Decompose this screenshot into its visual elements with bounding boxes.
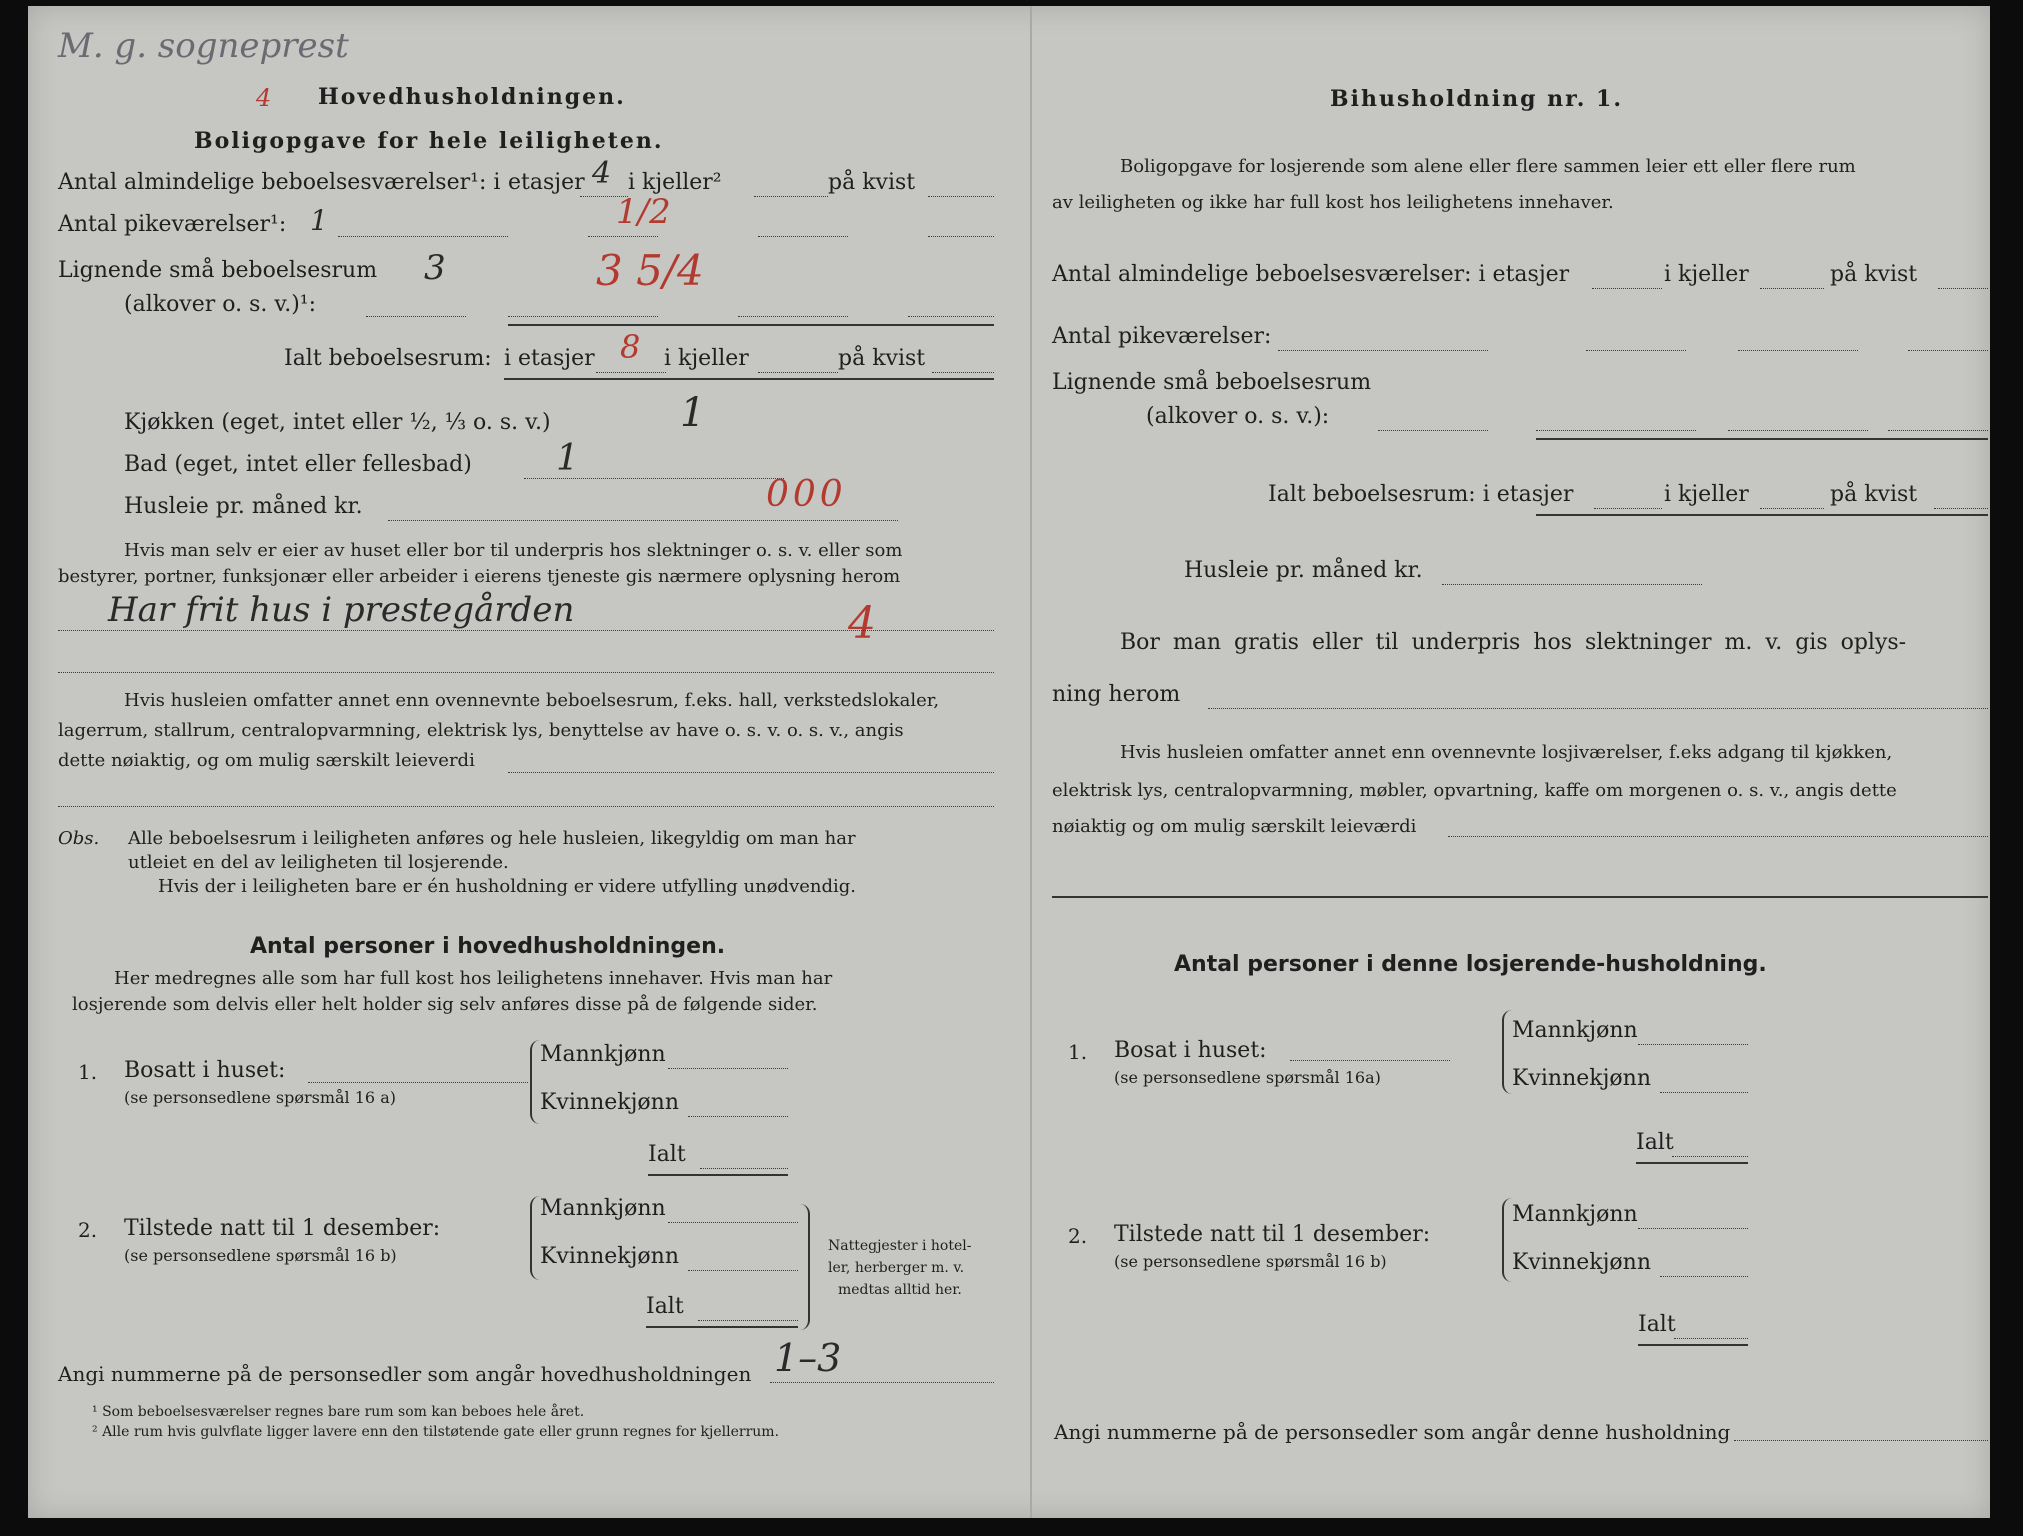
alcoves-label: (alkover o. s. v.)¹:: [124, 292, 317, 317]
includes-line-2[interactable]: [58, 806, 994, 807]
right-q1-total-label: Ialt: [1636, 1130, 1674, 1155]
fold-line: [1030, 6, 1032, 1518]
rent-value: 000: [766, 474, 847, 515]
right-rent-label: Husleie pr. måned kr.: [1184, 558, 1423, 583]
q1-number: 1.: [78, 1060, 98, 1084]
obs-label: Obs.: [58, 828, 100, 849]
total-rule: [504, 378, 994, 380]
right-total-kvist-line[interactable]: [1934, 508, 1988, 509]
page-subtitle: Boligopgave for hele leiligheten.: [194, 128, 664, 154]
obs-text-3: Hvis der i leiligheten bare er én husholdning er videre utfylling unødvendig.: [158, 876, 857, 897]
right-alcoves-label: (alkover o. s. v.):: [1146, 404, 1330, 429]
right-total-rooms-label: Ialt beboelsesrum: i etasjer: [1268, 482, 1574, 507]
right-maid-rooms-etasjer-line[interactable]: [1586, 350, 1686, 351]
total-rooms-label: Ialt beboelsesrum:: [284, 346, 492, 371]
right-small-rooms-label: Lignende små beboelsesrum: [1052, 370, 1372, 395]
right-q2-subtext: (se personsedlene spørsmål 16 b): [1114, 1252, 1387, 1271]
right-q1-female-line[interactable]: [1660, 1092, 1748, 1093]
right-q1-female-label: Kvinnekjønn: [1512, 1066, 1651, 1091]
right-maid-rooms-label: Antal pikeværelser:: [1052, 324, 1272, 349]
sheet-numbers-line[interactable]: [770, 1382, 994, 1383]
right-maid-rooms-kjeller-line[interactable]: [1738, 350, 1858, 351]
rooms-kvist-label: på kvist: [828, 170, 916, 195]
right-title: Bihusholdning nr. 1.: [1330, 86, 1623, 112]
right-maid-rooms-kvist-line[interactable]: [1908, 350, 1988, 351]
right-q2-female-label: Kvinnekjønn: [1512, 1250, 1651, 1275]
right-q1-total-rule: [1636, 1162, 1748, 1164]
right-rooms-kvist-label: på kvist: [1830, 262, 1918, 287]
right-free-text-2: ning herom: [1052, 682, 1181, 707]
small-rooms-value: 3: [424, 248, 446, 288]
q1-total-label: Ialt: [648, 1142, 686, 1167]
right-includes-text-1: Hvis husleien omfatter annet enn ovennevnte losjiværelser, f.eks adgang til kjøkken,: [1120, 742, 1893, 763]
right-q1-number: 1.: [1068, 1040, 1088, 1064]
q1-total-rule: [648, 1174, 788, 1176]
rent-line[interactable]: [388, 520, 898, 521]
right-q1-male-label: Mannkjønn: [1512, 1018, 1638, 1043]
q2-label: Tilstede natt til 1 desember:: [124, 1216, 441, 1241]
right-rent-line[interactable]: [1442, 584, 1702, 585]
q1-female-label: Kvinnekjønn: [540, 1090, 679, 1115]
right-q2-number: 2.: [1068, 1224, 1088, 1248]
total-kvist-label: på kvist: [838, 346, 926, 371]
maid-rooms-kvist-line[interactable]: [928, 236, 994, 237]
q1-label: Bosatt i huset:: [124, 1058, 286, 1083]
right-rooms-kjeller-line[interactable]: [1760, 288, 1824, 289]
right-rooms-etasjer-line[interactable]: [1592, 288, 1662, 289]
rooms-kvist-line[interactable]: [928, 196, 994, 197]
total-kjeller-label: i kjeller: [664, 346, 749, 371]
includes-text-2: lagerrum, stallrum, centralopvarmning, elektrisk lys, benyttelse av have o. s. v. o. s. v., angis: [58, 720, 904, 741]
q2-total-line[interactable]: [698, 1320, 798, 1321]
right-total-rule: [1536, 514, 1988, 516]
page-title: Hovedhusholdningen.: [318, 84, 626, 110]
q1-total-line[interactable]: [700, 1168, 788, 1169]
right-free-line[interactable]: [1208, 708, 1988, 709]
right-q2-total-line[interactable]: [1674, 1338, 1748, 1339]
q2-note-2: ler, herberger m. v.: [828, 1260, 965, 1276]
right-q2-label: Tilstede natt til 1 desember:: [1114, 1222, 1431, 1247]
right-intro-2: av leiligheten og ikke har full kost hos leilighetens innehaver.: [1052, 192, 1614, 213]
footnote-2: ² Alle rum hvis gulvflate ligger lavere enn den tilstøtende gate eller grunn regnes for kjellerrum.: [92, 1424, 780, 1440]
right-q2-male-label: Mannkjønn: [1512, 1202, 1638, 1227]
right-small-rooms-kjeller-line[interactable]: [1728, 430, 1868, 431]
right-q1-male-line[interactable]: [1638, 1044, 1748, 1045]
right-total-kvist-label: på kvist: [1830, 482, 1918, 507]
owner-line-1[interactable]: [58, 630, 994, 631]
persons-text-1: Her medregnes alle som har full kost hos leilighetens innehaver. Hvis man har: [114, 968, 833, 989]
q2-male-line[interactable]: [668, 1222, 798, 1223]
right-alcoves-dots: [1378, 430, 1488, 431]
owner-line-2[interactable]: [58, 672, 994, 673]
right-small-rooms-kvist-line[interactable]: [1888, 430, 1988, 431]
right-sheet-numbers-line[interactable]: [1734, 1440, 1988, 1441]
owner-handwritten-number: 4: [848, 598, 876, 649]
owner-handwritten-answer: Har frit hus i prestegården: [108, 590, 575, 630]
q2-subtext: (se personsedlene spørsmål 16 b): [124, 1246, 397, 1265]
right-includes-text-2: elektrisk lys, centralopvarmning, møbler, opvartning, kaffe om morgenen o. s. v., angis dette: [1052, 780, 1897, 801]
q2-total-label: Ialt: [646, 1294, 684, 1319]
corner-handwritten-number: 4: [256, 84, 272, 112]
total-etasjer-line[interactable]: [596, 372, 666, 373]
q1-male-line[interactable]: [668, 1068, 788, 1069]
total-kvist-line[interactable]: [932, 372, 994, 373]
right-persons-title: Antal personer i denne losjerende-husholdning.: [1174, 952, 1767, 977]
rooms-etasjer-value: 4: [592, 156, 612, 191]
right-rooms-sum-rule: [1536, 438, 1988, 440]
q2-male-label: Mannkjønn: [540, 1196, 666, 1221]
alcoves-dots: [366, 316, 466, 317]
right-q2-female-line[interactable]: [1660, 1276, 1748, 1277]
maid-rooms-dots: [338, 236, 508, 237]
right-intro-1: Boligopgave for losjerende som alene eller flere sammen leier ett eller flere rum: [1120, 156, 1856, 177]
q2-number: 2.: [78, 1218, 98, 1242]
bath-line[interactable]: [524, 478, 784, 479]
right-q2-total-label: Ialt: [1638, 1312, 1676, 1337]
obs-text-1: Alle beboelsesrum i leiligheten anføres og hele husleien, likegyldig om man har: [128, 828, 856, 849]
q2-note-1: Nattegjester i hotel-: [828, 1238, 972, 1254]
right-q1-label: Bosat i huset:: [1114, 1038, 1267, 1063]
obs-text-2: utleiet en del av leiligheten til losjerende.: [128, 852, 509, 873]
right-includes-line-1[interactable]: [1448, 836, 1988, 837]
maid-rooms-label: Antal pikeværelser¹:: [58, 212, 287, 237]
small-rooms-kvist-line[interactable]: [908, 316, 994, 317]
right-q1-subtext: (se personsedlene spørsmål 16a): [1114, 1068, 1381, 1087]
q2-female-label: Kvinnekjønn: [540, 1244, 679, 1269]
kitchen-label: Kjøkken (eget, intet eller ½, ⅓ o. s. v.): [124, 410, 551, 435]
persons-text-2: losjerende som delvis eller helt holder sig selv anføres disse på de følgende sider.: [72, 994, 818, 1015]
rooms-etasjer-label: etasjer: [508, 170, 585, 195]
q2-female-line[interactable]: [688, 1270, 798, 1271]
right-total-kjeller-label: i kjeller: [1664, 482, 1749, 507]
rooms-kjeller-line[interactable]: [754, 196, 828, 197]
total-etasjer-value: 8: [620, 328, 641, 366]
sheet-numbers-value: 1–3: [774, 1336, 842, 1380]
right-includes-text-3: nøiaktig og om mulig særskilt leieværdi: [1052, 816, 1417, 837]
includes-text-1: Hvis husleien omfatter annet enn ovennevnte beboelsesrum, f.eks. hall, verkstedslokaler,: [124, 690, 940, 711]
small-rooms-kjeller-line[interactable]: [738, 316, 848, 317]
total-kjeller-line[interactable]: [758, 372, 838, 373]
small-rooms-label: Lignende små beboelsesrum: [58, 258, 378, 283]
census-form-sheet: [28, 6, 1990, 1518]
right-includes-line-2[interactable]: [1052, 896, 1988, 898]
right-q2-male-line[interactable]: [1638, 1228, 1748, 1229]
q1-female-line[interactable]: [688, 1116, 788, 1117]
footnote-1: ¹ Som beboelsesværelser regnes bare rum som kan beboes hele året.: [92, 1404, 585, 1420]
right-sheet-numbers-label: Angi nummerne på de personsedler som angår denne husholdning: [1054, 1420, 1731, 1444]
right-free-text-1: Bor man gratis eller til underpris hos slektninger m. v. gis oplys-: [1120, 630, 1907, 655]
right-rooms-label: Antal almindelige beboelsesværelser: i etasjer: [1052, 262, 1570, 287]
maid-rooms-etasjer-line[interactable]: [588, 236, 658, 237]
bath-label: Bad (eget, intet eller fellesbad): [124, 452, 472, 477]
maid-rooms-value: 1: [310, 204, 328, 237]
includes-line-1[interactable]: [508, 772, 994, 773]
q1-male-label: Mannkjønn: [540, 1042, 666, 1067]
q2-note-brace: [798, 1204, 810, 1330]
rooms-label: Antal almindelige beboelsesværelser¹: i: [58, 170, 501, 195]
sheet-numbers-label: Angi nummerne på de personsedler som angår hovedhusholdningen: [58, 1362, 752, 1386]
rooms-kjeller-label: i kjeller²: [628, 170, 722, 195]
right-q1-total-line[interactable]: [1672, 1156, 1748, 1157]
owner-text-1: Hvis man selv er eier av huset eller bor til underpris hos slektninger o. s. v. eller som: [124, 540, 903, 561]
maid-rooms-etasjer-value: 1/2: [616, 192, 671, 232]
maid-rooms-kjeller-line[interactable]: [758, 236, 848, 237]
corner-handwritten-note: M. g. sogneprest: [58, 26, 349, 66]
q1-dots: [308, 1082, 528, 1083]
kitchen-value: 1: [680, 390, 706, 436]
right-total-etasjer-line[interactable]: [1594, 508, 1662, 509]
total-etasjer-label: i etasjer: [504, 346, 595, 371]
owner-text-2: bestyrer, portner, funksjonær eller arbeider i eierens tjeneste gis nærmere oplysning herom: [58, 566, 901, 587]
q2-note-3: medtas alltid her.: [838, 1282, 962, 1298]
right-q1-dots: [1290, 1060, 1450, 1061]
q1-subtext: (se personsedlene spørsmål 16 a): [124, 1088, 396, 1107]
small-rooms-etasjer-value: 3 5/4: [596, 246, 704, 295]
right-rooms-kjeller-label: i kjeller: [1664, 262, 1749, 287]
right-q2-total-rule: [1638, 1344, 1748, 1346]
right-total-kjeller-line[interactable]: [1760, 508, 1824, 509]
rooms-sum-rule: [508, 324, 994, 326]
right-small-rooms-etasjer-line[interactable]: [1536, 430, 1696, 431]
small-rooms-etasjer-line[interactable]: [508, 316, 658, 317]
q2-total-rule: [646, 1326, 798, 1328]
right-maid-rooms-dots: [1278, 350, 1488, 351]
right-rooms-kvist-line[interactable]: [1938, 288, 1988, 289]
rent-label: Husleie pr. måned kr.: [124, 494, 363, 519]
bath-value: 1: [556, 438, 579, 479]
persons-title: Antal personer i hovedhusholdningen.: [250, 934, 726, 959]
includes-text-3: dette nøiaktig, og om mulig særskilt leieverdi: [58, 750, 475, 771]
